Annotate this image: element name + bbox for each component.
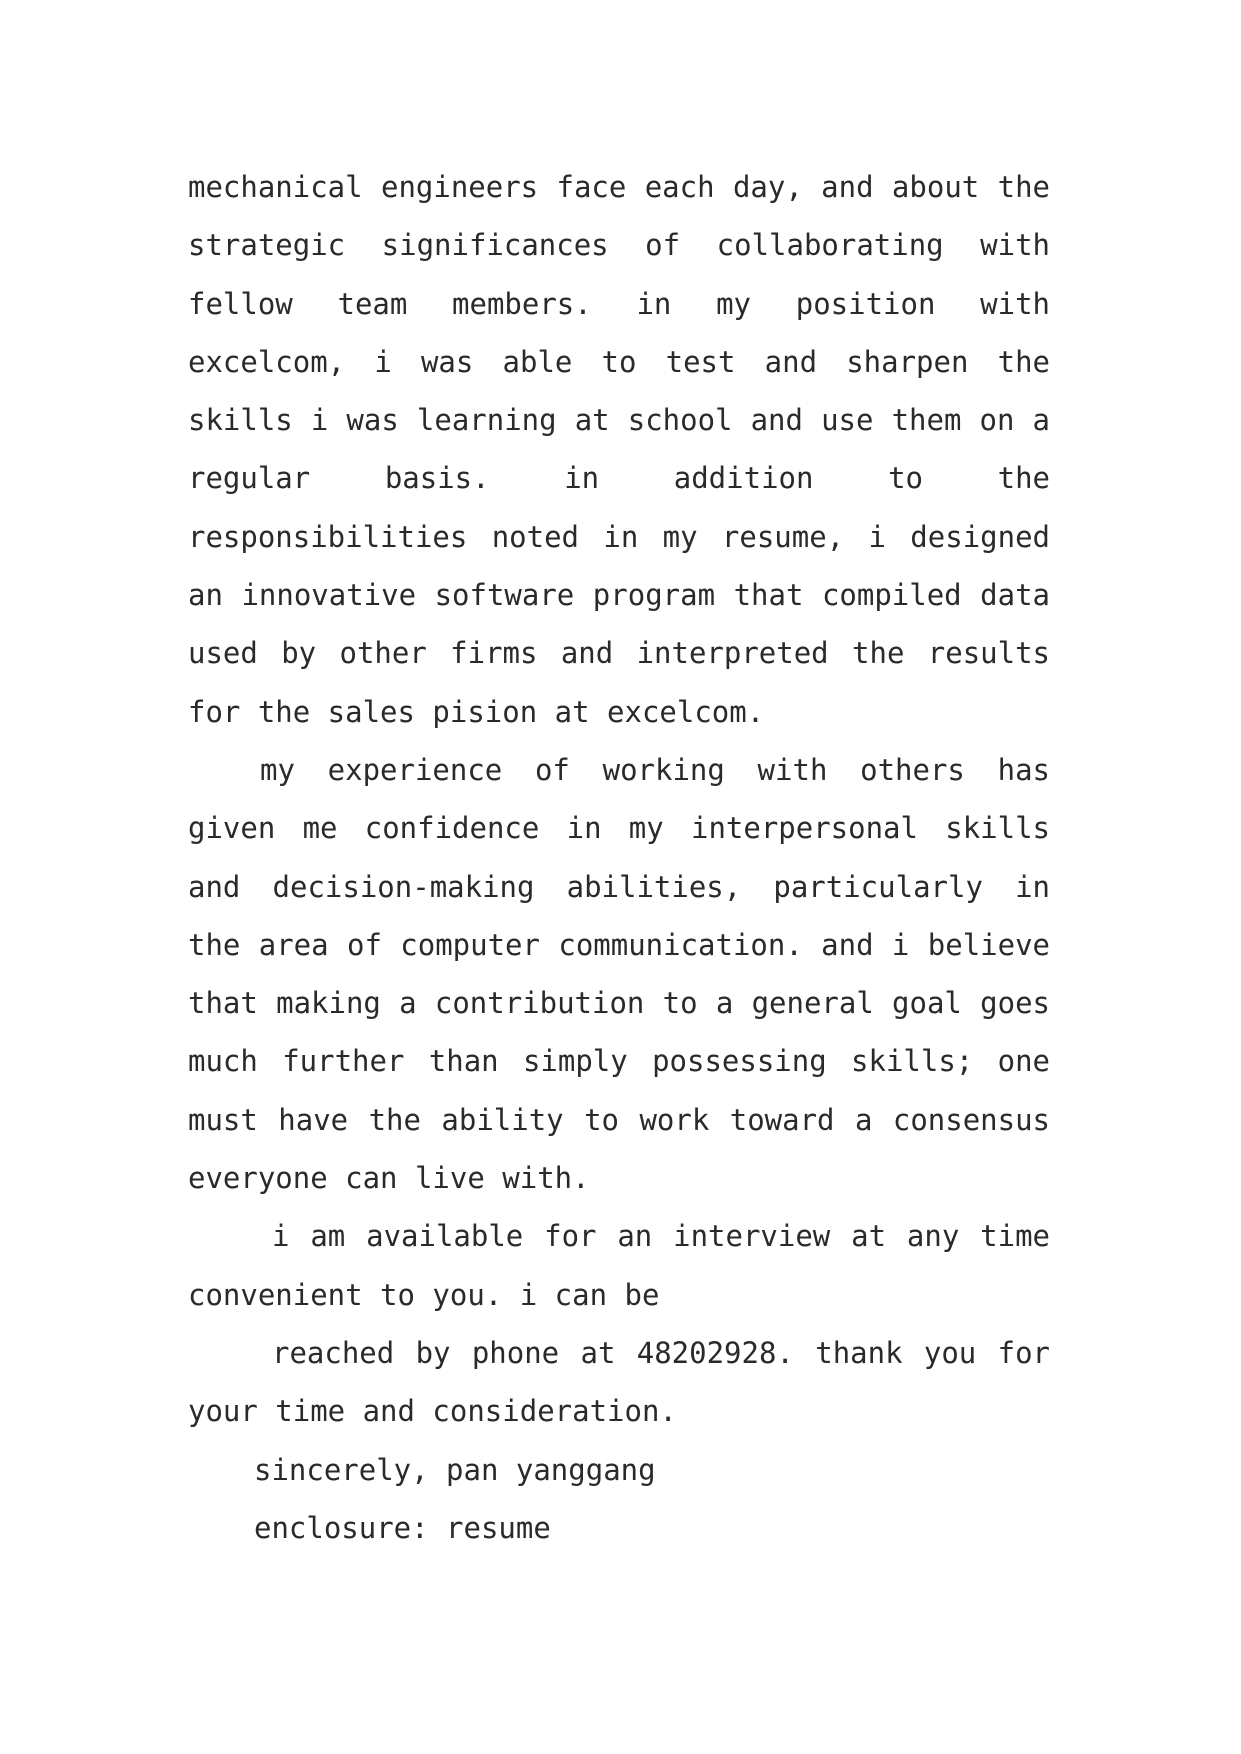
paragraph-teamwork: my experience of working with others has given me confidence in my interpersonal skills and decision-making abilities, particularly in the area of computer communication. and i believe that making a contribution to a general goal goes much further than simply possessing skills; one must have the ability to work toward a consensus everyone can live with. <box>188 752 1050 1196</box>
paragraph-contact: reached by phone at 48202928. thank you for your time and consideration. <box>188 1335 1050 1429</box>
enclosure-line: enclosure: resume <box>254 1510 551 1545</box>
paragraph-availability: i am available for an interview at any time convenient to you. i can be <box>188 1219 1050 1312</box>
letter-body <box>188 158 1050 1557</box>
paragraph-experience-excelcom: mechanical engineers face each day, and about the strategic significances of collaborating with fellow team members. in my position with excelcom, i was able to test and sharpen the skills i was learning at school and use them on a regular basis. in addition to the responsibilities noted in my resume, i designed an innovative software program that compiled data used by other firms and interpreted the results for the sales pision at excelcom. <box>188 170 1050 729</box>
signoff-line: sincerely, pan yanggang <box>254 1452 656 1487</box>
